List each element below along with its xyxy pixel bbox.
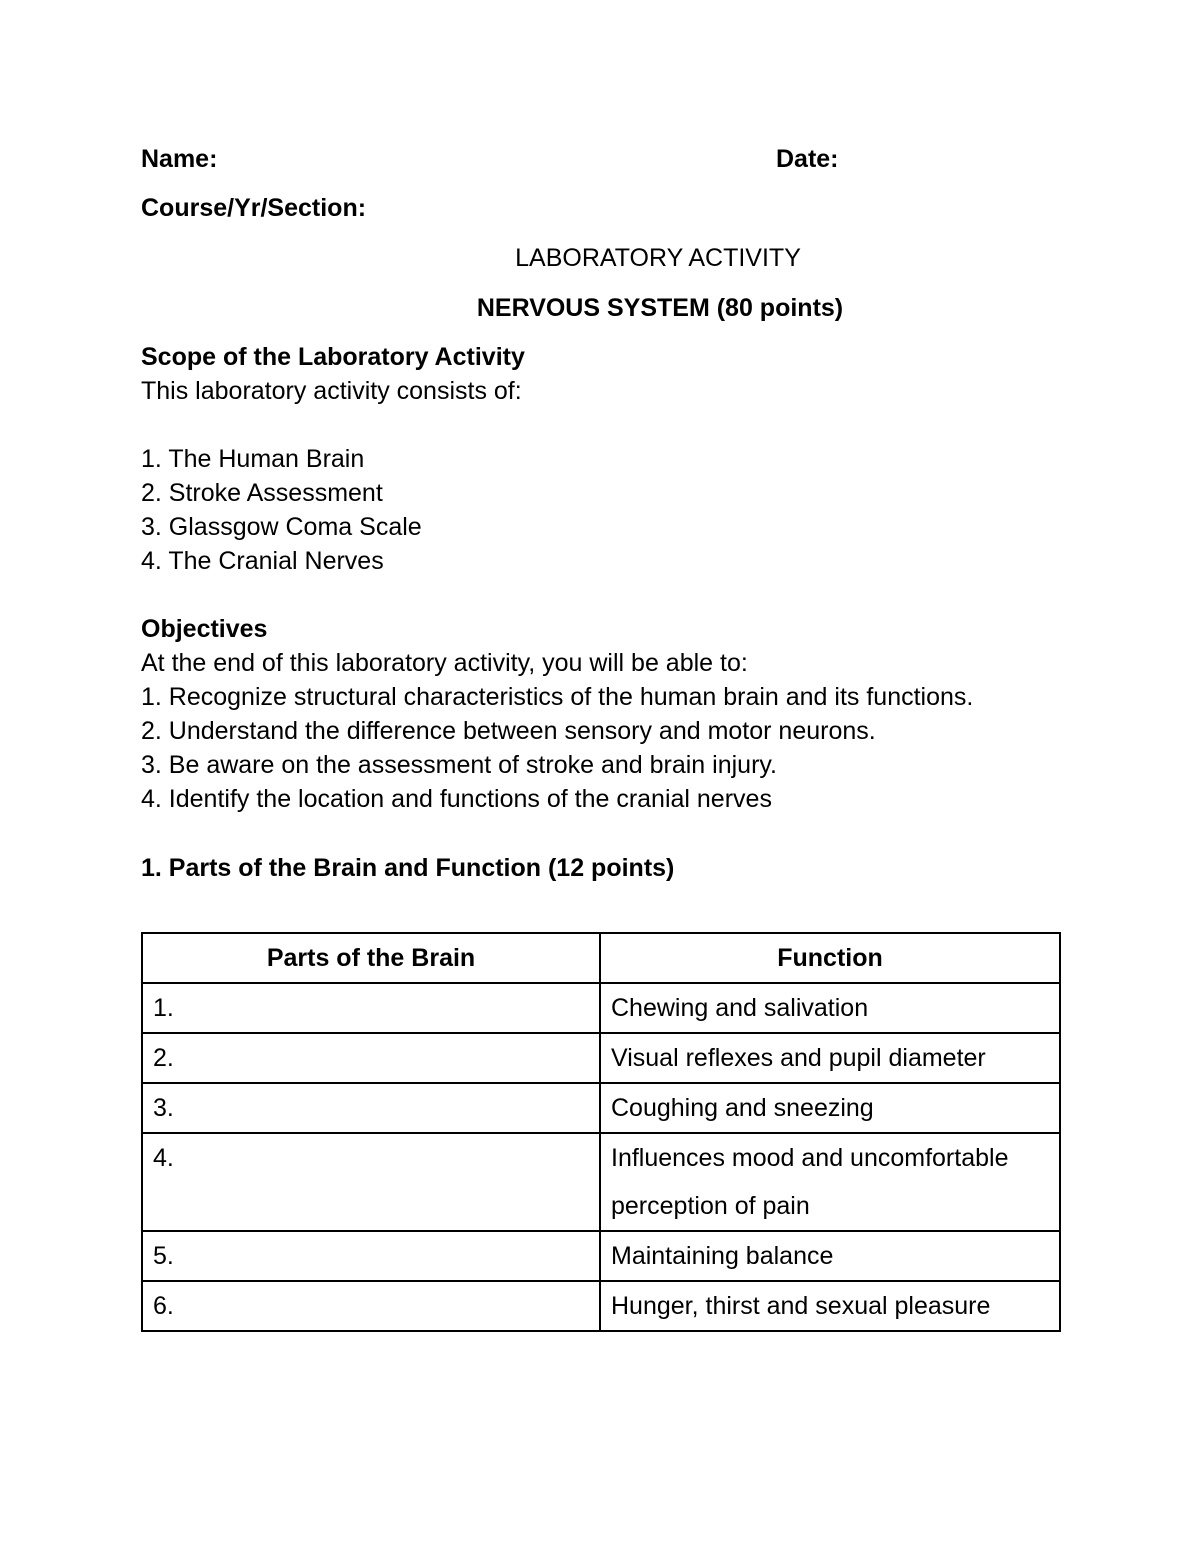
function-cell: Coughing and sneezing: [600, 1083, 1060, 1133]
list-item: 1. Recognize structural characteristics of the human brain and its functions.: [141, 683, 974, 711]
function-cell: Hunger, thirst and sexual pleasure: [600, 1281, 1060, 1331]
table-row: [142, 1231, 1060, 1281]
scope-heading: Scope of the Laboratory Activity: [141, 343, 525, 371]
objectives-list: [141, 646, 973, 816]
part-cell: 4.: [142, 1133, 600, 1231]
list-item: 4. Identify the location and functions of the cranial nerves: [141, 785, 772, 813]
table-row: [142, 1033, 1060, 1083]
document-subtitle: NERVOUS SYSTEM (80 points): [476, 294, 844, 322]
objectives-heading: Objectives: [141, 615, 268, 643]
function-cell: Visual reflexes and pupil diameter: [600, 1033, 1060, 1083]
part-cell: 3.: [142, 1083, 600, 1133]
course-label: Course/Yr/Section:: [141, 194, 367, 222]
table-row: [142, 983, 1060, 1033]
list-item: 2. Understand the difference between sensory and motor neurons.: [141, 717, 876, 745]
part-cell: 5.: [142, 1231, 600, 1281]
list-item: 3. Glassgow Coma Scale: [141, 513, 422, 541]
part-cell: 1.: [142, 983, 600, 1033]
table-header-row: [142, 933, 1060, 983]
table-row: [142, 1133, 1060, 1231]
table-row: [142, 1281, 1060, 1331]
list-item: 4. The Cranial Nerves: [141, 547, 384, 575]
date-label: Date:: [776, 145, 839, 173]
list-item: 1. The Human Brain: [141, 445, 365, 473]
column-header-function: Function: [600, 933, 1060, 983]
section-heading: 1. Parts of the Brain and Function (12 points): [141, 854, 675, 882]
scope-list: [141, 442, 422, 578]
scope-intro: This laboratory activity consists of:: [141, 377, 522, 405]
function-cell: Influences mood and uncomfortable perception of pain: [600, 1133, 1060, 1231]
list-item: 3. Be aware on the assessment of stroke and brain injury.: [141, 751, 777, 779]
column-header-parts: Parts of the Brain: [142, 933, 600, 983]
brain-parts-table: [141, 932, 1061, 1332]
document-title: LABORATORY ACTIVITY: [515, 244, 801, 272]
objectives-intro: At the end of this laboratory activity, you will be able to:: [141, 649, 748, 677]
part-cell: 2.: [142, 1033, 600, 1083]
function-cell: Chewing and salivation: [600, 983, 1060, 1033]
list-item: 2. Stroke Assessment: [141, 479, 383, 507]
table-row: [142, 1083, 1060, 1133]
name-label: Name:: [141, 145, 218, 173]
part-cell: 6.: [142, 1281, 600, 1331]
function-cell: Maintaining balance: [600, 1231, 1060, 1281]
